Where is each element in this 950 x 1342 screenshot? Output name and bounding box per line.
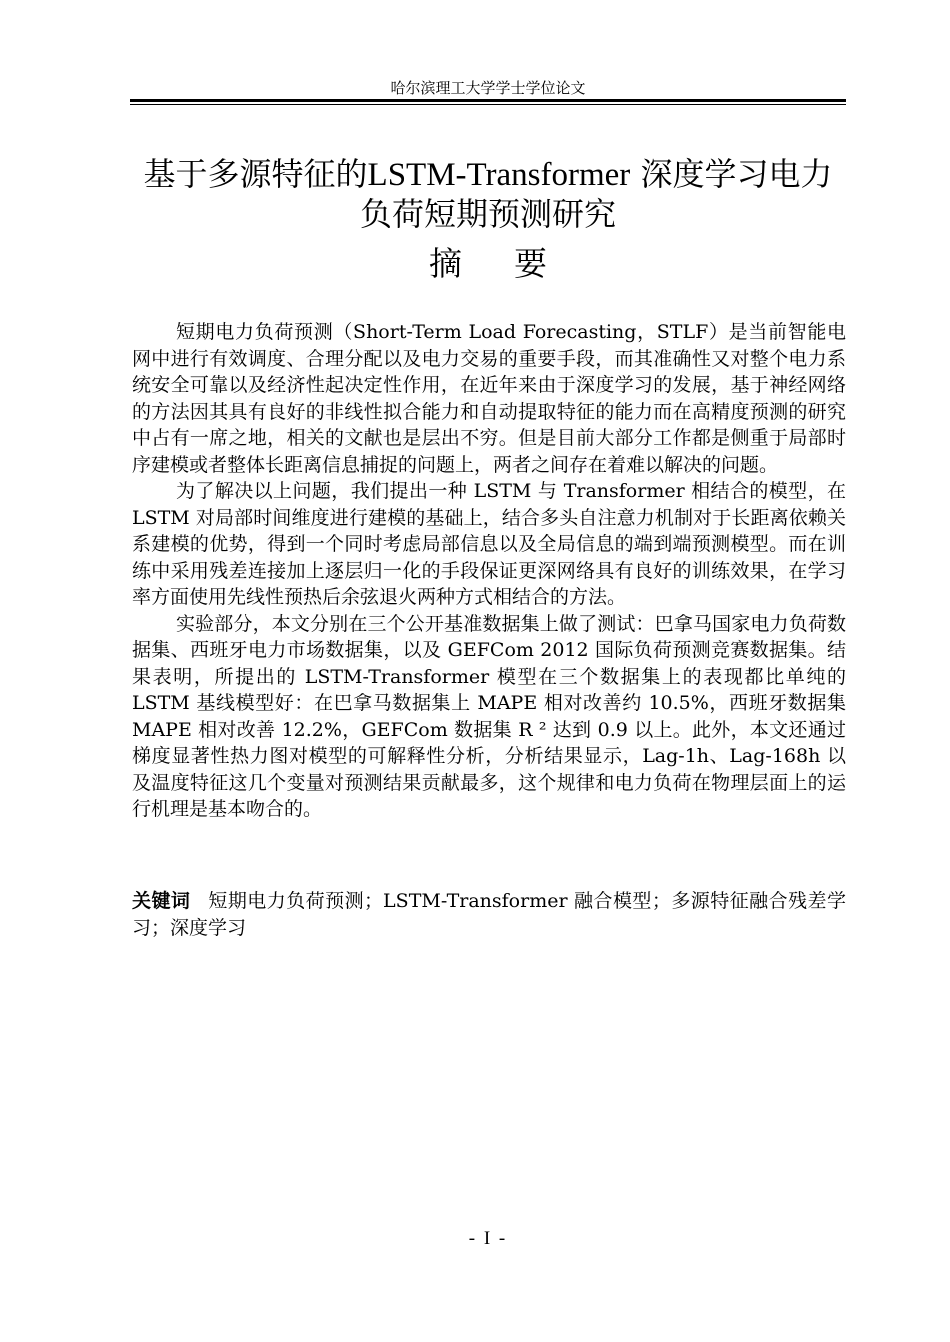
keywords-label: 关键词	[132, 890, 191, 912]
title-line-1	[130, 155, 846, 195]
abstract-paragraph-3: 实验部分，本文分别在三个公开基准数据集上做了测试：巴拿马国家电力负荷数据集、西班牙电力市场数据集，以及 GEFCom 2012 国际负荷预测竞赛数据集。结果表明，所提出的 LSTM-Transformer 模型在三个数据集上的表现都比单纯的 LSTM 基线模型好：在巴拿马数据集上 MAPE 相对改善约 10.5%，西班牙数据集 MAPE 相对改善 12.2%，GEFCom 数据集 R ² 达到 0.9 以上。此外，本文还通过梯度显著性热力图对模型的可解释性分析，分析结果显示，Lag-1h、Lag-168h 以及温度特征这几个变量对预测结果贡献最多，这个规律和电力负荷在物理层面上的运行机理是基本吻合的。	[132, 612, 846, 820]
title-line1-part-b: LSTM-Transformer	[367, 157, 631, 193]
title-line1-part-c: 深度学习电力	[640, 155, 833, 193]
keywords-block	[132, 888, 846, 941]
title-line-2: 负荷短期预测研究	[359, 195, 616, 233]
title-line1-part-a: 基于多源特征的	[143, 155, 368, 193]
thesis-title	[130, 155, 846, 234]
abstract-paragraph-2: 为了解决以上问题，我们提出一种 LSTM 与 Transformer 相结合的模型，在 LSTM 对局部时间维度进行建模的基础上，结合多头自注意力机制对于长距离依赖关系建模的优势，得到一个同时考虑局部信息以及全局信息的端到端预测模型。而在训练中采用残差连接加上逐层归一化的手段保证更深网络具有良好的训练效果，在学习率方面使用先线性预热后余弦退火两种方式相结合的方法。	[132, 480, 846, 608]
page-number: - I -	[468, 1228, 508, 1249]
abstract-paragraph-1: 短期电力负荷预测（Short-Term Load Forecasting，STLF）是当前智能电网中进行有效调度、合理分配以及电力交易的重要手段，而其准确性又对整个电力系统安全可靠以及经济性起决定性作用，在近年来由于深度学习的发展，基于神经网络的方法因其具有良好的非线性拟合能力和自动提取特征的能力而在高精度预测的研究中占有一席之地，相关的文献也是层出不穷。但是目前大部分工作都是侧重于局部时序建模或者整体长距离信息捕捉的问题上，两者之间存在着难以解决的问题。	[132, 321, 846, 476]
running-header: 哈尔滨理工大学学士学位论文	[390, 79, 586, 97]
header-rule-thick	[130, 99, 846, 102]
keywords-text: 短期电力负荷预测；LSTM-Transformer 融合模型；多源特征融合残差学习；深度学习	[132, 890, 846, 939]
header-rule-thin	[130, 104, 846, 105]
abstract-body	[132, 319, 846, 823]
abstract-heading: 摘要	[429, 244, 599, 283]
